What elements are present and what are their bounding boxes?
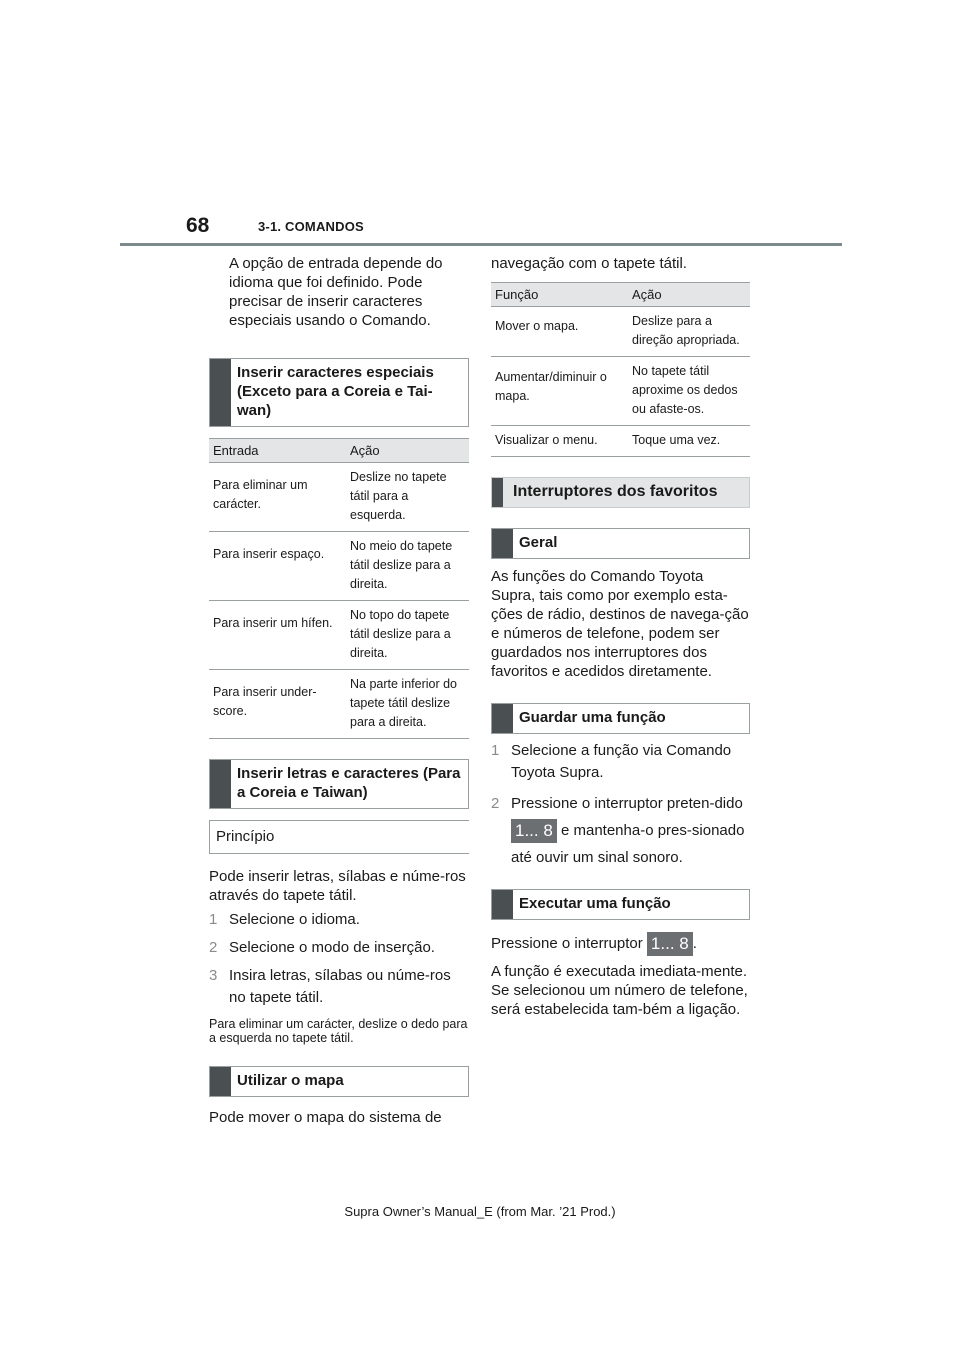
- table-header: Ação: [628, 283, 750, 307]
- list-item: 1 Selecione a função via Comando Toyota Supra.: [491, 742, 732, 781]
- map-text-continued: navegação com o tapete tátil.: [491, 255, 687, 272]
- table-row: [209, 532, 469, 601]
- table-cell: No tapete tátil aproxime os dedos ou afaste-os.: [628, 357, 750, 426]
- section-title: Inserir letras e caracteres (Para a Coreia e Taiwan): [237, 765, 461, 801]
- table-cell: Na parte inferior do tapete tátil deslize para a direita.: [346, 670, 469, 739]
- map-text: Pode mover o mapa do sistema de: [209, 1109, 442, 1126]
- section-map: [209, 1066, 469, 1097]
- table-cell: Deslize no tapete tátil para a esquerda.: [346, 463, 469, 532]
- section-letters: [209, 759, 469, 809]
- principle-label: Princípio: [216, 828, 275, 845]
- table-cell: Para inserir um hífen.: [209, 601, 346, 670]
- table-cell: Para eliminar um carácter.: [209, 463, 346, 532]
- section-title: Geral: [519, 534, 558, 551]
- table-row: [209, 463, 469, 532]
- table-row: [491, 426, 750, 457]
- footer: Supra Owner’s Manual_E (from Mar. ’21 Prod.): [344, 1204, 616, 1219]
- execute-text: A função é executada imediata-mente. Se selecionou um número de telefone, será estabelecida tam-bém a ligação.: [491, 963, 748, 1019]
- table-cell: Toque uma vez.: [628, 426, 750, 457]
- table-header: Ação: [346, 439, 469, 463]
- execute-instruction: Pressione o interruptor 1... 8 .: [491, 932, 750, 956]
- page-number: 68: [186, 214, 210, 237]
- table-cell: Deslize para a direção apropriada.: [628, 307, 750, 357]
- save-steps: [491, 740, 750, 871]
- intro-text: A opção de entrada depende do idioma que foi definido. Pode precisar de inserir caracteres especiais usando o Comando.: [229, 255, 443, 329]
- table-row: [491, 357, 750, 426]
- right-column: [491, 254, 750, 1019]
- principle-head: [209, 820, 469, 854]
- table-cell: Para inserir espaço.: [209, 532, 346, 601]
- section-title: Utilizar o mapa: [237, 1072, 344, 1089]
- general-text: As funções do Comando Toyota Supra, tais como por exemplo esta-ções de rádio, destinos de navega-ção e números de telefone, podem ser guardados nos interruptores dos favoritos e acedidos diretamente.: [491, 568, 749, 680]
- section-save: [491, 703, 750, 734]
- section-title: Inserir caracteres especiais (Exceto para a Coreia e Tai-wan): [237, 364, 434, 419]
- table-row: [209, 601, 469, 670]
- letters-text: Pode inserir letras, sílabas e núme-ros através do tapete tátil.: [209, 868, 466, 904]
- table-cell: No topo do tapete tátil deslize para a direita.: [346, 601, 469, 670]
- special-chars-table: [209, 438, 469, 739]
- letters-steps: [209, 909, 469, 1009]
- section-title: Guardar uma função: [519, 709, 666, 726]
- topic-title: Interruptores dos favoritos: [513, 483, 718, 500]
- list-item: 2 Selecione o modo de inserção.: [209, 939, 435, 956]
- header-rule: [120, 243, 842, 246]
- list-item: 1 Selecione o idioma.: [209, 911, 360, 928]
- table-cell: Visualizar o menu.: [491, 426, 628, 457]
- favorite-key-icon: 1... 8: [647, 932, 693, 956]
- table-cell: Para inserir under-score.: [209, 670, 346, 739]
- chapter-title: 3-1. COMANDOS: [258, 219, 364, 234]
- section-title: Executar uma função: [519, 895, 671, 912]
- section-general: [491, 528, 750, 559]
- table-cell: Aumentar/diminuir o mapa.: [491, 357, 628, 426]
- table-cell: No meio do tapete tátil deslize para a direita.: [346, 532, 469, 601]
- note-text: Para eliminar um carácter, deslize o dedo para a esquerda no tapete tátil.: [209, 1017, 468, 1045]
- table-row: [491, 307, 750, 357]
- table-cell: Mover o mapa.: [491, 307, 628, 357]
- list-item: 3 Insira letras, sílabas ou núme-ros no tapete tátil.: [209, 967, 451, 1006]
- section-execute: [491, 889, 750, 920]
- table-row: [209, 670, 469, 739]
- topic-favorites: [491, 477, 750, 508]
- section-special-chars: [209, 358, 469, 427]
- table-header: Função: [491, 283, 628, 307]
- map-table: [491, 282, 750, 457]
- list-item: 2 Pressione o interruptor preten-dido 1... 8 e mantenha-o pres-sionado até ouvir um sinal sonoro.: [491, 795, 745, 866]
- table-header: Entrada: [209, 439, 346, 463]
- left-column: [209, 254, 469, 1127]
- favorite-key-icon: 1... 8: [511, 819, 557, 843]
